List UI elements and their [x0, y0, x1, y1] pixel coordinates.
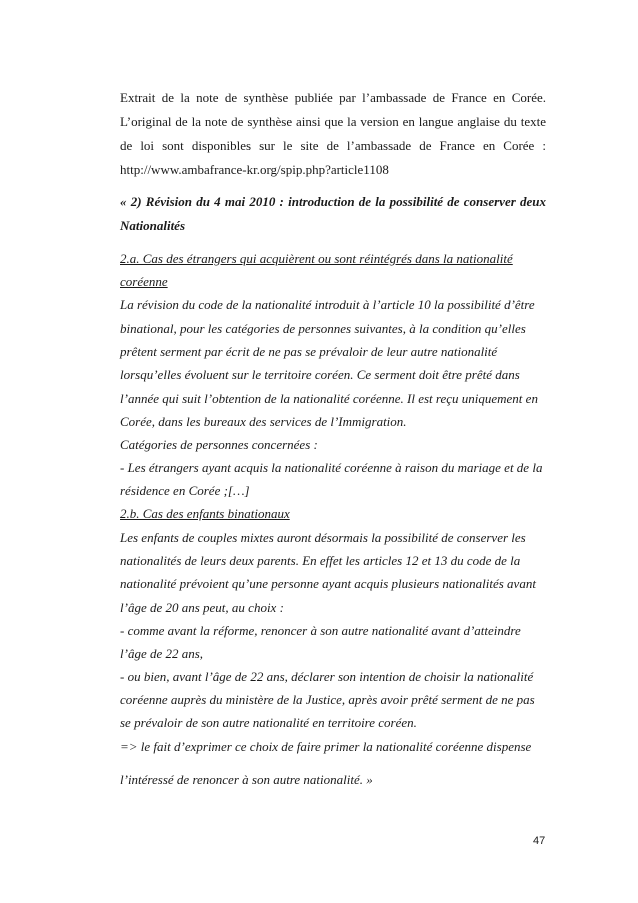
intro-line: L’original de la note de synthèse ainsi que la version en langue anglaise du texte	[120, 114, 546, 129]
body-line: se prévaloir de son autre nationalité en territoire coréen.	[120, 715, 417, 730]
subsection-title-a: 2.a. Cas des étrangers qui acquièrent ou sont réintégrés dans la nationalité	[120, 251, 513, 266]
body-line: - Les étrangers ayant acquis la nationalité coréenne à raison du mariage et de la	[120, 460, 543, 475]
subsection-title-a: coréenne	[120, 274, 168, 289]
body-line: nationalité prévoient qu’une personne ayant acquis plusieurs nationalités avant	[120, 576, 536, 591]
intro-line: Extrait de la note de synthèse publiée par l’ambassade de France en Corée.	[120, 90, 546, 105]
body-line: l’âge de 22 ans,	[120, 646, 204, 661]
page-number: 47	[533, 835, 546, 847]
section-heading: Nationalités	[120, 218, 186, 233]
body-line: - ou bien, avant l’âge de 22 ans, déclarer son intention de choisir la nationalité	[120, 669, 534, 684]
body-line: - comme avant la réforme, renoncer à son autre nationalité avant d’atteindre	[120, 623, 521, 638]
body-line: Catégories de personnes concernées :	[120, 437, 318, 452]
body-line: l’année qui suit l’obtention de la nationalité coréenne. Il est reçu uniquement en	[120, 391, 538, 406]
intro-line: de loi sont disponibles sur le site de l’ambassade de France en Corée :	[120, 138, 546, 153]
body-line: binational, pour les catégories de personnes suivantes, à la condition qu’elles	[120, 321, 526, 336]
body-line: l’âge de 20 ans peut, au choix :	[120, 600, 284, 615]
body-line: Corée, dans les bureaux des services de l’Immigration.	[120, 414, 407, 429]
body-line: lorsqu’elles évoluent sur le territoire coréen. Ce serment doit être prêté dans	[120, 367, 520, 382]
body-line: => le fait d’exprimer ce choix de faire primer la nationalité coréenne dispense	[120, 739, 532, 754]
body-line: coréenne auprès du ministère de la Justice, après avoir prêté serment de ne pas	[120, 692, 535, 707]
body-line: résidence en Corée ;[…]	[120, 483, 250, 498]
closing-line: l’intéressé de renoncer à son autre nationalité. »	[120, 772, 373, 787]
body-line: prêtent serment par écrit de ne pas se prévaloir de leur autre nationalité	[120, 344, 498, 359]
subsection-title-b: 2.b. Cas des enfants binationaux	[120, 506, 290, 521]
body-line: La révision du code de la nationalité introduit à l’article 10 la possibilité d’être	[120, 297, 535, 312]
body-line: nationalités de leurs deux parents. En effet les articles 12 et 13 du code de la	[120, 553, 521, 568]
section-heading: « 2) Révision du 4 mai 2010 : introduction de la possibilité de conserver deux	[120, 194, 546, 209]
body-line: Les enfants de couples mixtes auront désormais la possibilité de conserver les	[120, 530, 526, 545]
source-url: http://www.ambafrance-kr.org/spip.php?article1108	[120, 162, 389, 177]
